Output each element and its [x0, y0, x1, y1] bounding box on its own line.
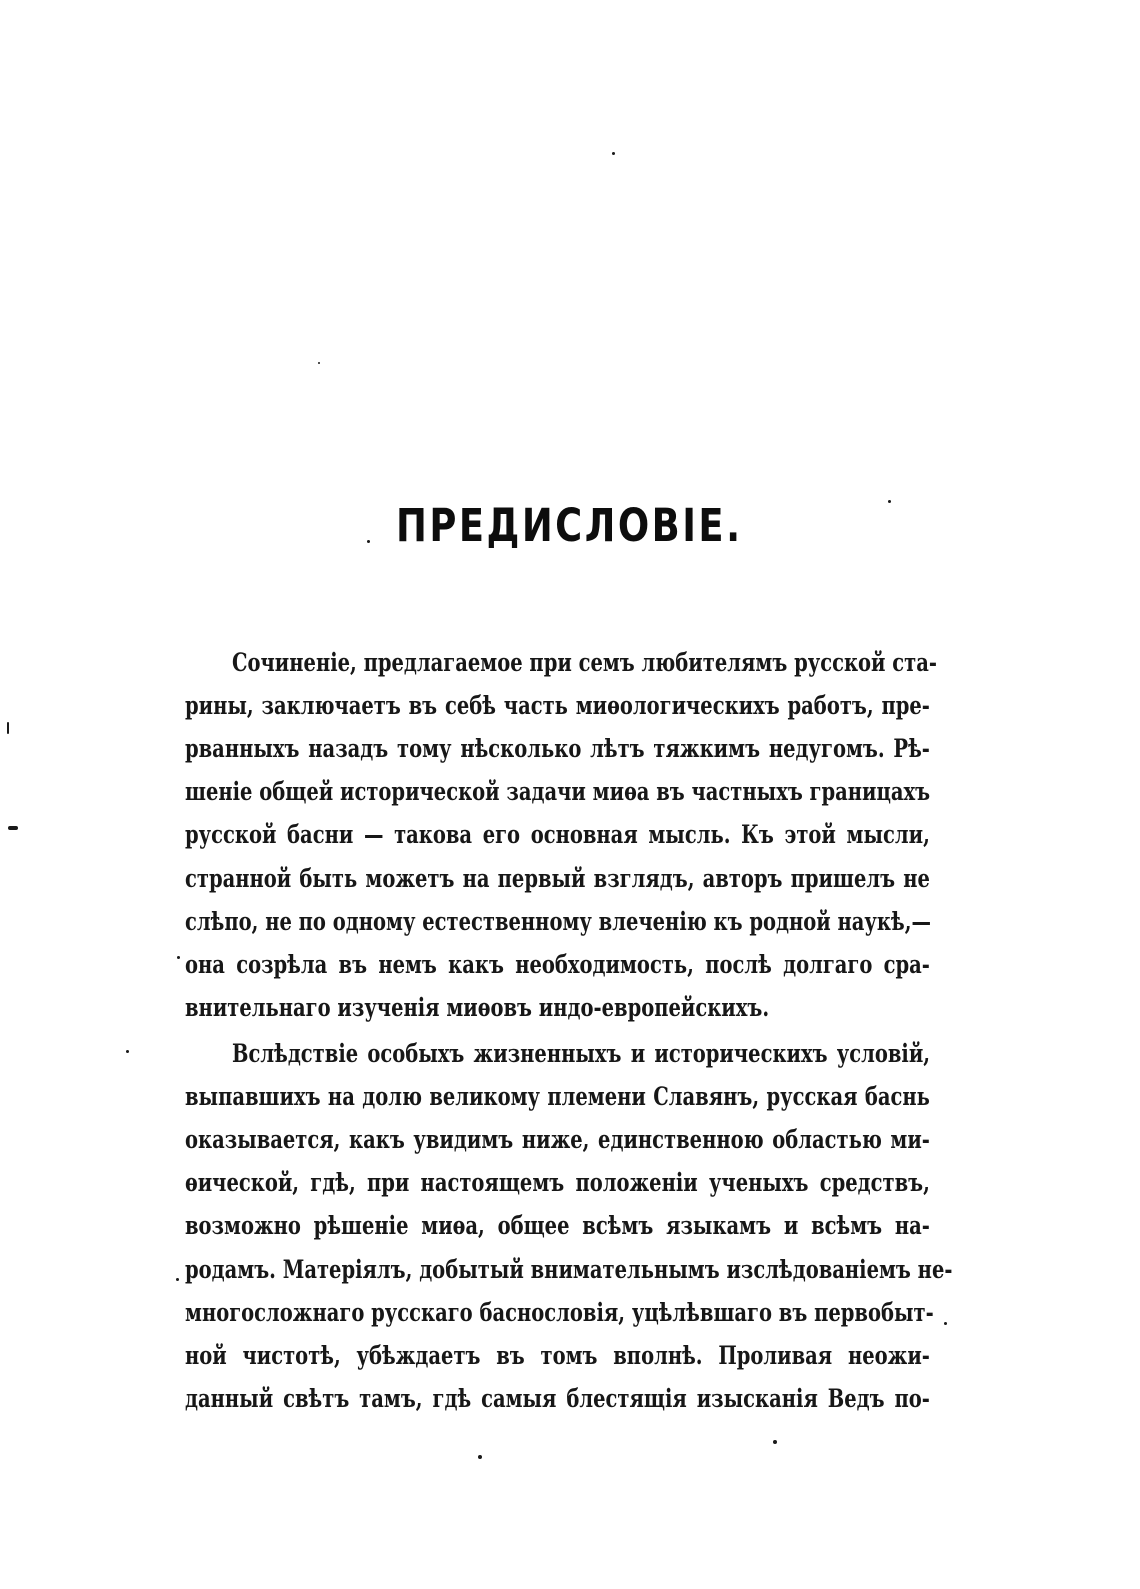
scan-speck — [773, 1440, 777, 1444]
scan-speck — [8, 826, 18, 830]
text-line: родамъ. Матеріялъ, добытый внимательнымъ изслѣдованіемъ не- — [185, 1255, 953, 1284]
text-line: оказывается, какъ увидимъ ниже, единственною областью ми- — [185, 1125, 930, 1154]
scan-speck — [478, 1455, 482, 1459]
page-title: ПРЕДИСЛОВІЕ. — [396, 499, 743, 552]
scan-speck — [888, 500, 891, 503]
text-line: многосложнаго русскаго баснословія, уцѣлѣвшаго въ первобыт- — [185, 1298, 934, 1327]
text-line: ной чистотѣ, убѣждаетъ въ томъ вполнѣ. Проливая неожи- — [185, 1341, 930, 1370]
scan-speck — [126, 1050, 129, 1053]
scan-speck — [177, 956, 180, 959]
scan-speck — [318, 362, 320, 364]
text-line: шеніе общей исторической задачи миѳа въ частныхъ границахъ — [185, 777, 931, 806]
text-line: Сочиненіе, предлагаемое при семъ любителямъ русской ста- — [232, 648, 937, 677]
text-line: слѣпо, не по одному естественному влеченію къ родной наукѣ,— — [185, 907, 931, 936]
text-line: она созрѣла въ немъ какъ необходимость, послѣ долгаго сра- — [185, 950, 930, 979]
scan-speck — [612, 152, 615, 155]
text-line: возможно рѣшеніе миѳа, общее всѣмъ языкамъ и всѣмъ на- — [185, 1211, 930, 1240]
text-line: рины, заключаетъ въ себѣ часть миѳологическихъ работъ, пре- — [185, 691, 930, 720]
scan-speck — [7, 722, 9, 734]
text-line: рванныхъ назадъ тому нѣсколько лѣтъ тяжкимъ недугомъ. Рѣ- — [185, 734, 930, 763]
text-line: данный свѣтъ тамъ, гдѣ самыя блестящія изысканія Ведъ по- — [185, 1384, 930, 1413]
text-line: внительнаго изученія миѳовъ индо-европейскихъ. — [185, 993, 770, 1022]
scan-speck — [367, 540, 370, 543]
scan-speck — [944, 1322, 947, 1325]
text-line: Вслѣдствіе особыхъ жизненныхъ и историческихъ условій, — [232, 1039, 931, 1068]
text-line: странной быть можетъ на первый взглядъ, авторъ пришелъ не — [185, 864, 930, 893]
text-line: ѳической, гдѣ, при настоящемъ положеніи ученыхъ средствъ, — [185, 1168, 930, 1197]
text-line: русской басни — такова его основная мысль. Къ этой мысли, — [185, 820, 930, 849]
text-line: выпавшихъ на долю великому племени Славянъ, русская баснь — [185, 1082, 930, 1111]
scan-speck — [176, 1278, 179, 1281]
